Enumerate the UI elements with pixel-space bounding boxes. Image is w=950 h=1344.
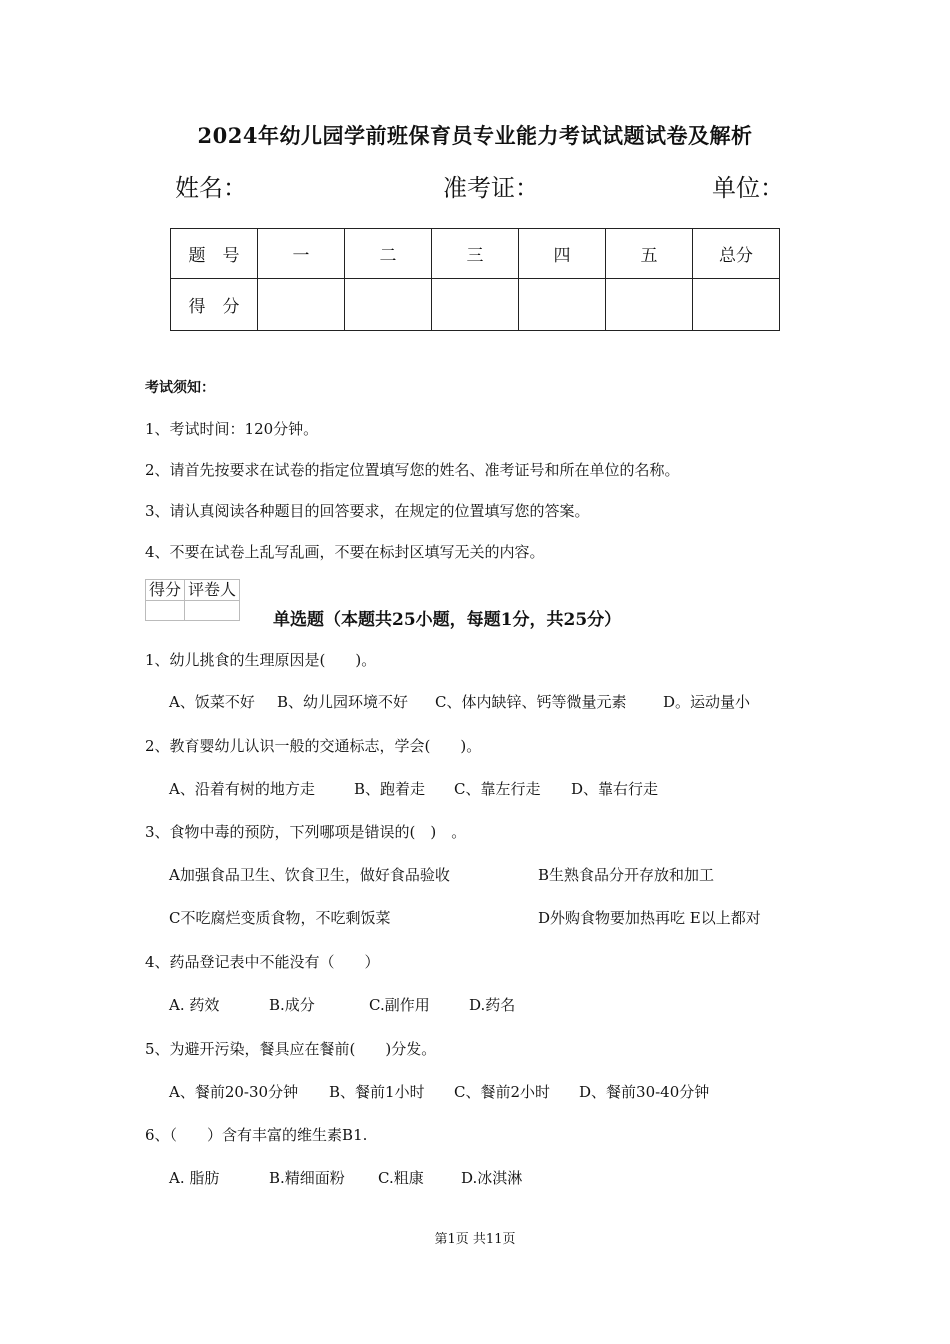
option-c: C、餐前2小时 xyxy=(454,1083,551,1101)
option-a: A、餐前20-30分钟 xyxy=(169,1083,299,1101)
score-header-cell: 题 号 xyxy=(171,229,258,279)
option-a: A、沿着有树的地方走 xyxy=(169,780,315,798)
question-stem: 5、为避开污染，餐具应在餐前( )分发。 xyxy=(145,1040,437,1058)
score-entry-cell[interactable] xyxy=(519,279,606,331)
notice-heading: 考试须知： xyxy=(145,380,215,396)
option-b: B、跑着走 xyxy=(354,780,426,798)
score-entry-cell[interactable] xyxy=(345,279,432,331)
notice-item: 2、请首先按要求在试卷的指定位置填写您的姓名、准考证号和所在单位的名称。 xyxy=(145,461,680,479)
score-header-cell: 五 xyxy=(606,229,693,279)
option-a: A. 药效 xyxy=(169,996,220,1014)
grader-name-label: 评卷人 xyxy=(185,580,240,601)
score-entry-cell[interactable] xyxy=(432,279,519,331)
score-table-header-row xyxy=(171,229,780,279)
unit-label: 单位： xyxy=(712,174,784,202)
option-d: D.冰淇淋 xyxy=(461,1169,523,1187)
question-stem: 1、幼儿挑食的生理原因是( )。 xyxy=(145,651,377,669)
name-label: 姓名： xyxy=(175,174,247,202)
score-row-label: 得 分 xyxy=(171,279,258,331)
grader-score-cell[interactable] xyxy=(146,601,185,621)
option-b: B、幼儿园环境不好 xyxy=(277,693,409,711)
score-table-score-row xyxy=(171,279,780,331)
option-a: A加强食品卫生、饮食卫生，做好食品验收 xyxy=(169,866,450,884)
grader-score-label: 得分 xyxy=(146,580,185,601)
question-stem: 4、药品登记表中不能没有（ ） xyxy=(145,953,380,971)
option-c: C.粗康 xyxy=(378,1169,424,1187)
page-footer: 第1页 共11页 xyxy=(434,1232,516,1247)
option-b: B生熟食品分开存放和加工 xyxy=(538,866,715,884)
option-c: C、体内缺锌、钙等微量元素 xyxy=(435,693,627,711)
option-a: A、饭菜不好 xyxy=(169,693,255,711)
score-entry-cell[interactable] xyxy=(258,279,345,331)
score-header-cell: 总分 xyxy=(693,229,780,279)
score-table xyxy=(170,228,780,331)
exam-number-label: 准考证： xyxy=(443,174,539,202)
option-a: A. 脂肪 xyxy=(169,1169,220,1187)
grader-box xyxy=(145,579,240,621)
question-stem: 6、（ ）含有丰富的维生素B1. xyxy=(145,1126,368,1144)
score-entry-cell[interactable] xyxy=(693,279,780,331)
score-header-cell: 二 xyxy=(345,229,432,279)
option-d: D.药名 xyxy=(469,996,516,1014)
option-c: C、靠左行走 xyxy=(454,780,541,798)
option-b: B.成分 xyxy=(269,996,315,1014)
notice-item: 3、请认真阅读各种题目的回答要求，在规定的位置填写您的答案。 xyxy=(145,502,590,520)
option-d: D、靠右行走 xyxy=(571,780,659,798)
option-b: B、餐前1小时 xyxy=(329,1083,425,1101)
notice-item: 4、不要在试卷上乱写乱画，不要在标封区填写无关的内容。 xyxy=(145,543,545,561)
option-d: D。运动量小 xyxy=(663,693,751,711)
notice-item: 1、考试时间：120分钟。 xyxy=(145,420,319,438)
option-c: C.副作用 xyxy=(369,996,430,1014)
question-stem: 3、食物中毒的预防，下列哪项是错误的( ) 。 xyxy=(145,823,467,841)
score-entry-cell[interactable] xyxy=(606,279,693,331)
option-d: D外购食物要加热再吃 E以上都对 xyxy=(538,909,761,927)
option-c: C不吃腐烂变质食物，不吃剩饭菜 xyxy=(169,909,391,927)
grader-name-cell[interactable] xyxy=(185,601,240,621)
score-header-cell: 四 xyxy=(519,229,606,279)
option-d: D、餐前30-40分钟 xyxy=(579,1083,710,1101)
section-title: 单选题（本题共25小题，每题1分，共25分） xyxy=(273,610,622,630)
score-header-cell: 一 xyxy=(258,229,345,279)
option-b: B.精细面粉 xyxy=(269,1169,345,1187)
exam-title: 2024年幼儿园学前班保育员专业能力考试试题试卷及解析 xyxy=(197,123,753,148)
score-header-cell: 三 xyxy=(432,229,519,279)
question-stem: 2、教育婴幼儿认识一般的交通标志，学会( )。 xyxy=(145,737,482,755)
